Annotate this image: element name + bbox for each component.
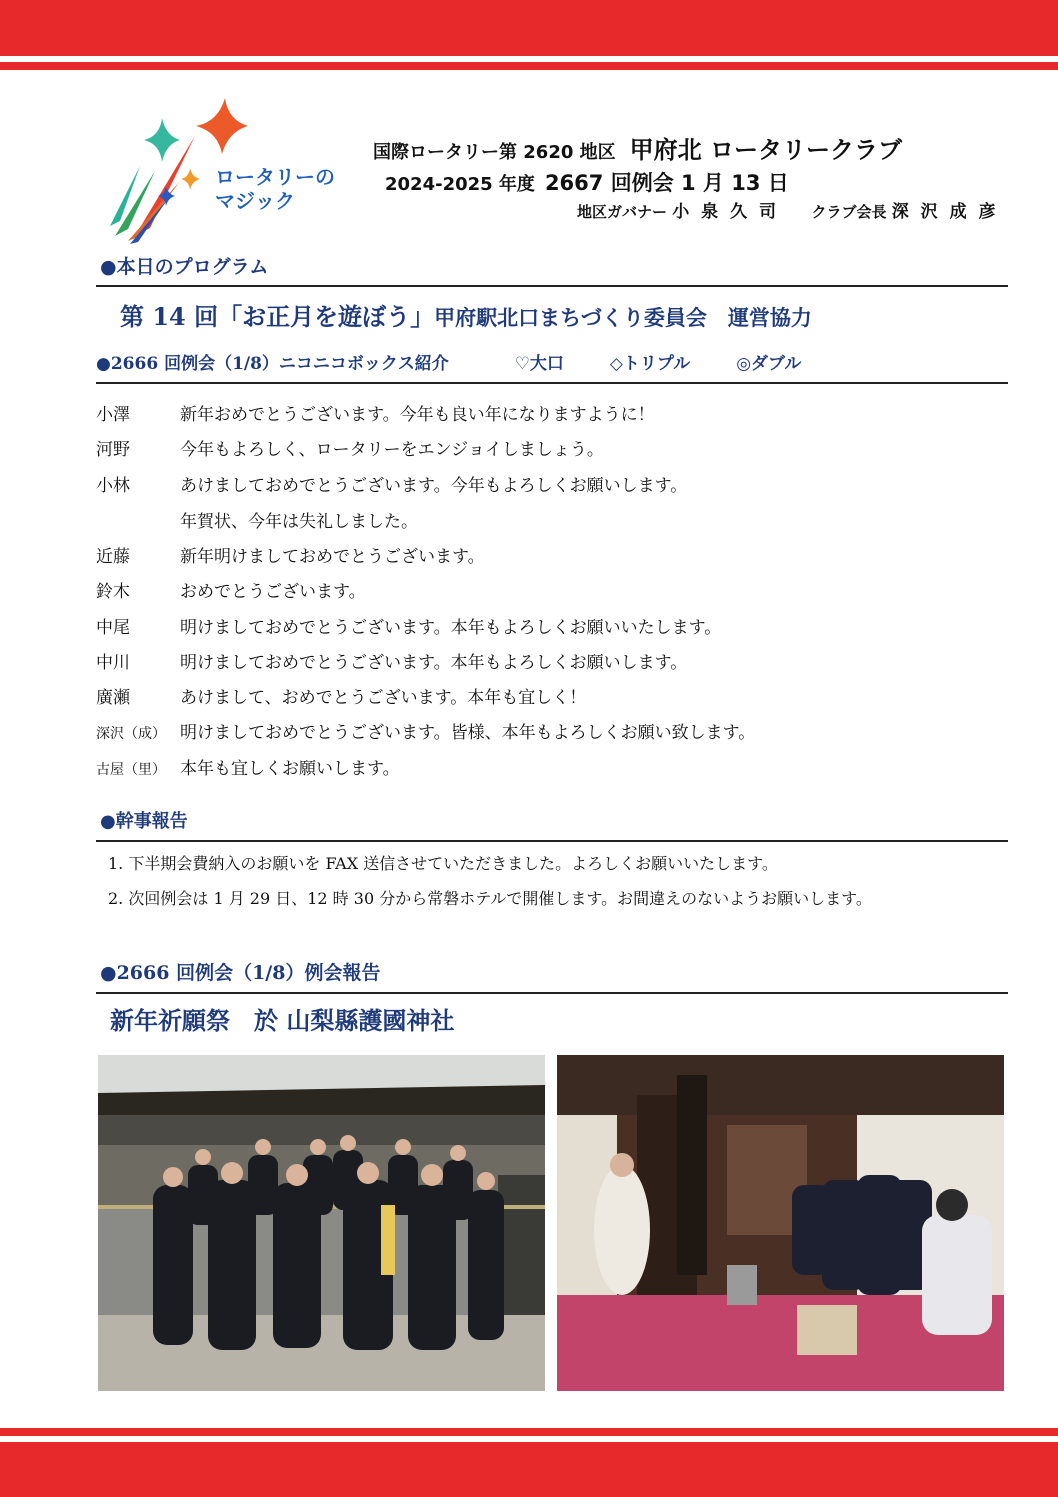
divider xyxy=(96,285,1008,287)
president-label: クラブ会長 xyxy=(811,203,887,221)
member-name: 河野 xyxy=(96,440,130,460)
member-message: あけましておめでとうございます。今年もよろしくお願いします。 xyxy=(180,476,688,496)
list-item xyxy=(96,435,604,460)
divider xyxy=(96,382,1008,384)
member-name: 小林 xyxy=(96,476,130,496)
member-message: 明けましておめでとうございます。皆様、本年もよろしくお願い致します。 xyxy=(180,723,756,743)
kanji-heading: ●幹事報告 xyxy=(100,811,188,832)
divider xyxy=(96,992,1008,994)
bottom-red-stripe xyxy=(0,1428,1058,1436)
legend-double: ◎ダブル xyxy=(736,354,802,374)
report-heading: ●2666 回例会（1/8）例会報告 xyxy=(100,962,381,984)
member-message: おめでとうございます。 xyxy=(180,582,366,602)
member-message: 今年もよろしく、ロータリーをエンジョイしましょう。 xyxy=(180,440,604,460)
member-message: 年賀状、今年は失礼しました。 xyxy=(180,512,418,532)
divider xyxy=(96,840,1008,842)
list-item xyxy=(96,683,586,708)
president-name: 深 沢 成 彦 xyxy=(891,202,999,222)
list-item xyxy=(96,613,721,638)
list-item xyxy=(96,754,400,779)
legend-triple: ◇トリプル xyxy=(609,354,691,374)
report-title: 新年祈願祭 於 山梨縣護國神社 xyxy=(110,1006,455,1035)
member-name: 近藤 xyxy=(96,547,130,567)
fiscal-year: 2024-2025 年度 xyxy=(385,174,535,195)
member-message: 新年おめでとうございます。今年も良い年になりますように！ xyxy=(180,405,655,425)
member-name: 中尾 xyxy=(96,618,130,638)
meeting-number: 2667 回例会 1 月 13 日 xyxy=(544,171,789,195)
header-line3 xyxy=(577,197,999,222)
program-title-sub: 甲府駅北口まちづくり委員会 運営協力 xyxy=(434,305,812,330)
nikoniko-heading xyxy=(96,349,841,374)
member-message: 明けましておめでとうございます。本年もよろしくお願いします。 xyxy=(180,653,688,673)
member-name: 中川 xyxy=(96,653,130,673)
member-message: 本年も宜しくお願いします。 xyxy=(180,759,400,779)
member-name: 古屋（里） xyxy=(96,762,166,778)
kanji-item: 1. 下半期会費納入のお願いを FAX 送信させていただきました。よろしくお願いいたします。 xyxy=(108,854,778,873)
member-name: 深沢（成） xyxy=(96,726,166,742)
governor-label: 地区ガバナー xyxy=(577,203,668,221)
member-name: 廣瀬 xyxy=(96,688,130,708)
logo-line2: マジック xyxy=(215,189,295,213)
logo-line1: ロータリーの xyxy=(215,165,335,189)
bottom-red-band xyxy=(0,1442,1058,1497)
top-red-band xyxy=(0,0,1058,56)
club-name: 甲府北 ロータリークラブ xyxy=(629,136,902,164)
list-item xyxy=(96,471,687,496)
district-label: 国際ロータリー第 2620 地区 xyxy=(373,142,616,163)
member-message: 明けましておめでとうございます。本年もよろしくお願いいたします。 xyxy=(180,618,722,638)
legend-oguchi: ♡大口 xyxy=(514,354,564,374)
top-red-stripe xyxy=(0,62,1058,70)
program-heading: ●本日のプログラム xyxy=(100,256,269,278)
governor-name: 小 泉 久 司 xyxy=(672,202,780,222)
nikoniko-heading-text: ●2666 回例会（1/8）ニコニコボックス紹介 xyxy=(96,354,449,374)
group-photo xyxy=(98,1055,545,1391)
list-item xyxy=(96,718,755,743)
header-line2 xyxy=(385,167,789,197)
kanji-item: 2. 次回例会は 1 月 29 日、12 時 30 分から常磐ホテルで開催します。お間違えのないようお願いします。 xyxy=(108,889,872,908)
list-item xyxy=(96,542,485,567)
logo-text xyxy=(215,165,355,213)
list-item xyxy=(96,648,687,673)
member-name: 鈴木 xyxy=(96,582,130,602)
program-title-main: 第 14 回「お正月を遊ぼう」 xyxy=(120,302,435,331)
list-item xyxy=(96,507,418,532)
list-item xyxy=(96,577,366,602)
member-message: 新年明けましておめでとうございます。 xyxy=(180,547,485,567)
member-message: あけまして、おめでとうございます。本年も宜しく！ xyxy=(180,688,587,708)
program-title xyxy=(120,297,812,332)
member-name: 小澤 xyxy=(96,405,130,425)
list-item xyxy=(96,400,655,425)
ceremony-photo xyxy=(557,1055,1004,1391)
header-line1 xyxy=(373,130,902,165)
nikoniko-legend xyxy=(515,354,842,374)
